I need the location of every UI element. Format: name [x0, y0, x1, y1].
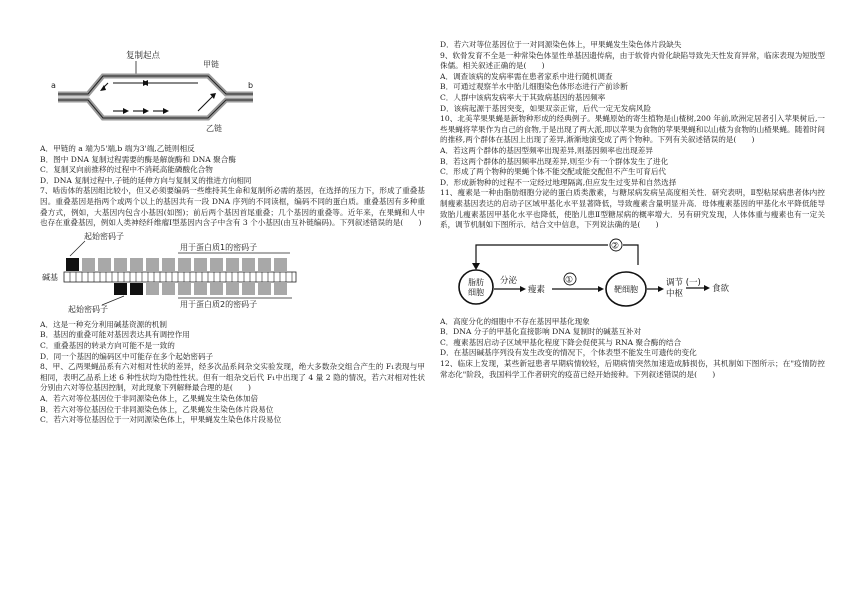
q9-option-c: C．人群中该病发病率大于其致病基因的基因频率: [440, 92, 606, 102]
q8-stem: 8、甲、乙两果蝇品系有六对相对性状的差异，经多次品系间杂交实验发现，绝大多数杂交组合产生的 F₁表现与甲相同，表明乙品系上述 6 种性状均为隐性性状。但有一组杂交后代 F₁中出现了 4 量 2 隐的情况，若六对相对性状分别由六对等位基因控制，对此现象下列解释最合理的是( ): [40, 362, 425, 393]
strand-b-label: 乙链: [206, 124, 222, 132]
start-codon-1-label: 起始密码子: [84, 231, 124, 241]
svg-text:细胞: 细胞: [468, 287, 484, 297]
origin-label: 复制起点: [126, 51, 161, 61]
q7-option-b: B．基因的重叠可能对基因表达具有调控作用: [40, 330, 190, 340]
end-b-label: b: [248, 81, 254, 90]
q9-option-b: B．可通过观察羊水中胎儿细胞染色体形态进行产前诊断: [440, 82, 628, 92]
q11-option-c: C．瘦素基因启动子区域甲基化程度下降会促使其与 RNA 聚合酶的结合: [440, 337, 682, 347]
center-label: 中枢: [666, 288, 684, 299]
regulate-label: 调节 (一): [666, 277, 701, 288]
q6-option-c: C．复制叉向前推移的过程中不消耗高能磷酸化合物: [40, 165, 213, 175]
q10-option-a: A．若这两个群体的基因型频率出现差异,则基因频率也出现差异: [440, 145, 653, 155]
left-column: [40, 0, 425, 426]
q8-option-d: D．若六对等位基因位于一对同源染色体上，甲果蝇发生染色体片段缺失: [440, 40, 682, 49]
q9-stem: 9、软骨发育不全是一种常染色体显性单基因遗传病，由于软骨内骨化缺陷导致先天性发育异常，临床表现为短肢型侏儒。相关叙述正确的是( ): [440, 50, 825, 71]
protein2-label: 用于蛋白质2的密码子: [180, 299, 258, 309]
start-codon-2-label: 起始密码子: [68, 304, 108, 314]
q6-option-d: D．DNA 复制过程中,子链的延伸方向与复制叉的推进方向相同: [40, 175, 252, 185]
q7-option-a: A．这是一种充分利用碱基资源的机制: [40, 319, 167, 329]
end-a-label: a: [51, 81, 56, 90]
bases-label: 碱基: [42, 272, 58, 282]
q6-option-a: A．甲链的 a 端为5'端,b 端为3'端,乙链则相反: [40, 144, 195, 153]
strand-a-label: 甲链: [203, 60, 219, 69]
q7-option-d: D．同一个基因的编码区中可能存在多个起始密码子: [40, 351, 214, 361]
q10-option-d: D．形成新物种的过程不一定经过地理隔离,但应发生过变异和自然选择: [440, 177, 677, 187]
q11-option-b: B．DNA 分子的甲基化直接影响 DNA 复制时的碱基互补对: [440, 327, 642, 337]
target-cell-label: 靶细胞: [614, 284, 638, 294]
q9-option-d: D．该病起源于基因突变，如果双亲正常，后代一定无发病风险: [440, 103, 652, 113]
q10-option-c: C．形成了两个物种的果蝇个体不能交配或能交配但不产生可育后代: [440, 167, 667, 177]
fat-cell-full-label: 脂肪细胞: [448, 232, 452, 234]
secrete-label: 分泌: [500, 275, 518, 286]
q11-option-a: A．高度分化的细胞中不存在基因甲基化现象: [440, 316, 590, 326]
step1-label: ①: [565, 275, 574, 286]
q12-stem: 12、临床上发现，某些新冠患者早期病情较轻，后期病情突然加速造成肺损伤，其机制如下图所示；在"疫情防控常态化"阶段，我国科学工作者研究的疫苗已经开始接种。下列叙述错误的是( ): [440, 359, 825, 379]
q11-option-d: D．在基因碱基序列没有发生改变的情况下，个体表型不能发生可遗传的变化: [440, 348, 697, 358]
q10-stem: 10、北美苹果果蝇是新物种形成的经典例子。果蝇原始的寄生植物是山楂树,200 年前,欧洲定居者引入苹果树后,一些果蝇将苹果作为自己的食物,于是出现了两大派,即以苹果为食物的苹果果蝇和以山楂为食物的山楂果蝇。随着时间的推移,两个群体在基因上出现了差异,渐渐地演变成了两个物种。下列有关叙述错误的是( ): [440, 114, 825, 145]
q8-option-a: A．若六对等位基因位于非同源染色体上，乙果蝇发生染色体加倍: [40, 393, 259, 403]
overlapping-genes-figure: [40, 230, 300, 314]
appetite-label: 食欲: [712, 283, 730, 294]
right-column: [440, 40, 825, 380]
q8-option-b: B．若六对等位基因位于非同源染色体上，乙果蝇发生染色体片段易位: [40, 404, 274, 414]
q9-option-a: A．调查该病的发病率需在患者家系中进行随机调查: [440, 71, 613, 81]
q7-option-c: C．重叠基因的转录方向可能不是一致的: [40, 340, 175, 350]
step2-label: ②: [611, 241, 620, 252]
q7-stem: 7、啮齿体的基因组比较小，但又必须要编码一些维持其生命和复制所必需的基因，在选择的压力下，形成了重叠基因。重叠基因是指两个或两个以上的基因共有一段 DNA 序列的不同读框，编码不同的蛋白质。重叠基因有多种重叠方式，例如，大基因内包含小基因(如图)；前后两个基因首尾重叠；几个基因的重叠等。近年来，在果蝇和人中也存在重叠基因，例如人类神经纤维瘤Ⅰ型基因内含子中含有 3 个小基因(由互补链编码)。下列叙述错误的是( ): [40, 186, 425, 228]
fat-cell-label: 脂肪: [468, 277, 484, 287]
leptin-regulation-figure: [448, 233, 748, 315]
q10-option-b: B．若这两个群体的基因频率出现差异,则至少有一个群体发生了进化: [440, 156, 669, 166]
protein1-label: 用于蛋白质1的密码子: [180, 242, 258, 252]
q11-stem: 11、瘦素是一种由脂肪细胞分泌的蛋白质类激素，与糖尿病发病呈高度相关性．研究表明，Ⅱ型粘尿病患者体内控制瘦素基因表达的启动子区域甲基化水平显著降低，导致瘦素含量明显升高．母体瘦素基因的甲基化水平降低能导致胎儿瘦素基因甲基化水平也降低，使胎儿患Ⅱ型糖尿病的概率增大．另有研究发现，人体体重与瘦素也有一定关系，调节机制如下图所示．结合文中信息，下列说法确的是( ): [440, 188, 825, 230]
q8-option-c: C．若六对等位基因位于一对同源染色体上，甲果蝇发生染色体片段易位: [40, 415, 282, 425]
replication-fork-figure: [48, 36, 258, 132]
fat-cell-node: [459, 270, 493, 304]
leptin-label: 瘦素: [528, 284, 546, 295]
q6-option-b: B．图中 DNA 复制过程需要的酶是解旋酶和 DNA 聚合酶: [40, 154, 236, 164]
